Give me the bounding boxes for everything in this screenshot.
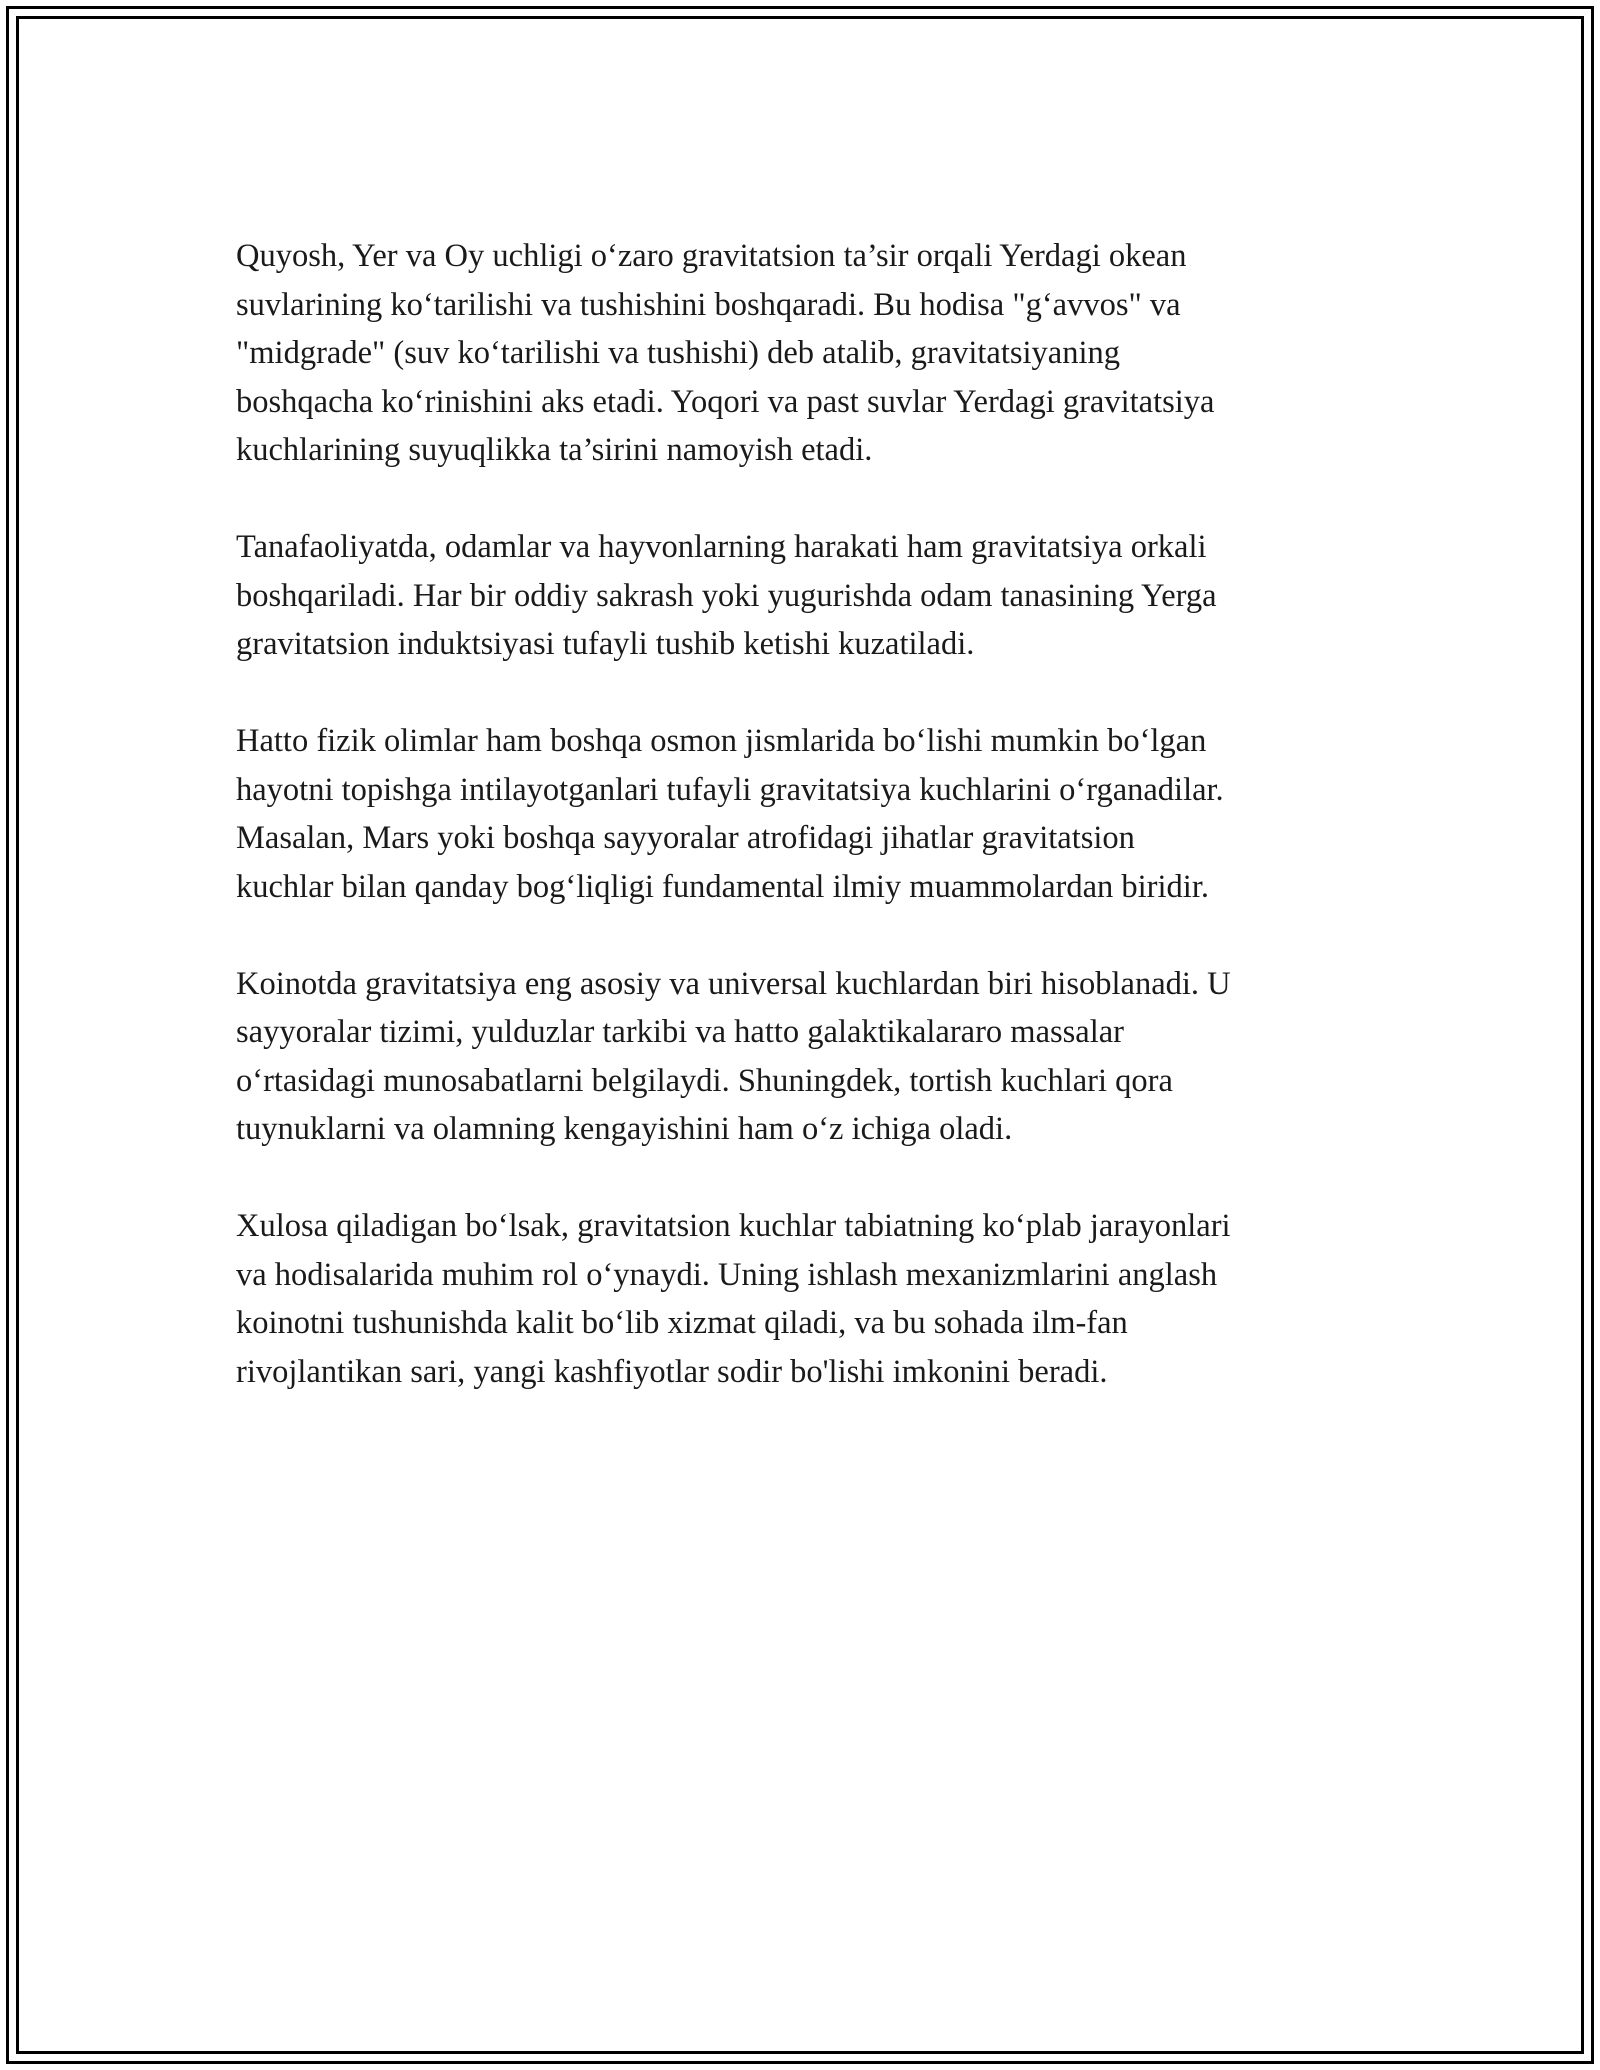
paragraph-2: Tanafaoliyatda, odamlar va hayvonlarning harakati ham gravitatsiya orkali boshqariladi. Har bir oddiy sakrash yoki yugurishda odam tanasining Yerga gravitatsion induktsiyasi tufayli tushib ketishi kuzatiladi. — [236, 529, 1217, 662]
paragraph-5: Xulosa qiladigan bo‘lsak, gravitatsion kuchlar tabiatning ko‘plab jarayonlari va hodisalarida muhim rol o‘ynaydi. Uning ishlash mexanizmlarini anglash koinotni tushunishda kalit bo‘lib xizmat qiladi, va bu sohada ilm-fan rivojlantikan sari, yangi kashfiyotlar sodir bo'lishi imkonini beradi. — [236, 1208, 1231, 1390]
paragraph-3: Hatto fizik olimlar ham boshqa osmon jismlarida bo‘lishi mumkin bo‘lgan hayotni topishga intilayotganlari tufayli gravitatsiya kuchlarini o‘rganadilar. Masalan, Mars yoki boshqa sayyoralar atrofidagi jihatlar gravitatsion kuchlar bilan qanday bog‘liqligi fundamental ilmiy muammolardan biridir. — [236, 723, 1224, 905]
paragraph-4: Koinotda gravitatsiya eng asosiy va universal kuchlardan biri hisoblanadi. U sayyoralar tizimi, yulduzlar tarkibi va hatto galaktikalararo massalar o‘rtasidagi munosabatlarni belgilaydi. Shuningdek, tortish kuchlari qora tuynuklarni va olamning kengayishini ham o‘z ichiga oladi. — [236, 965, 1231, 1147]
paragraph-1: Quyosh, Yer va Oy uchligi o‘zaro gravitatsion ta’sir orqali Yerdagi okean suvlarining ko‘tarilishi va tushishini boshqaradi. Bu hodisa "g‘avvos" va "midgrade" (suv ko‘tarilishi va tushishi) deb atalib, gravitatsiyaning boshqacha ko‘rinishini aks etadi. Yoqori va past suvlar Yerdagi gravitatsiya kuchlarining suyuqlikka ta’sirini namoyish etadi. — [236, 238, 1215, 468]
document-body — [236, 232, 1376, 1445]
